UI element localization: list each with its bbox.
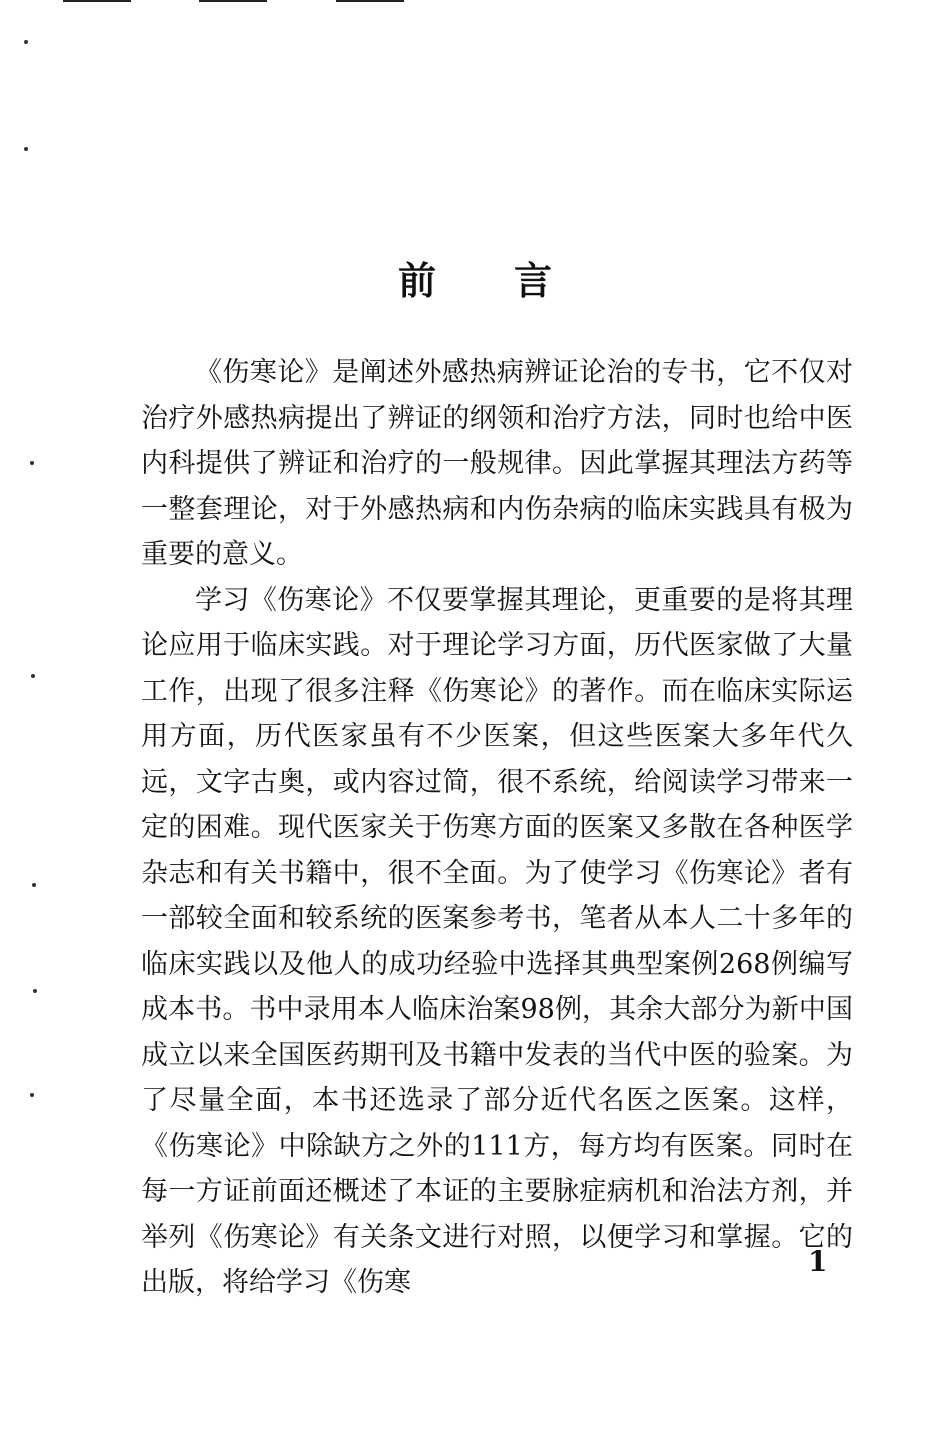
top-rule-1 (63, 0, 131, 2)
margin-mark (24, 147, 28, 151)
margin-mark (31, 674, 35, 678)
top-rule-3 (336, 0, 404, 2)
page-title (0, 250, 950, 305)
title-char-1: 前 (397, 258, 436, 303)
paragraph-1: 《伤寒论》是阐述外感热病辨证论治的专书，它不仅对治疗外感热病提出了辨证的纲领和治疗方法，同时也给中医内科提供了辨证和治疗的一般规律。因此掌握其理法方药等一整套理论，对于外感热病和内伤杂病的临床实践具有极为重要的意义。 (141, 357, 853, 570)
margin-mark (32, 883, 36, 887)
page-number: 1 (808, 1245, 828, 1278)
margin-mark (33, 989, 37, 993)
margin-mark (30, 1093, 34, 1097)
margin-mark (30, 461, 34, 465)
title-char-2: 言 (514, 258, 553, 303)
margin-mark (24, 40, 28, 44)
top-rule-2 (199, 0, 267, 2)
paragraph-2: 学习《伤寒论》不仅要掌握其理论，更重要的是将其理论应用于临床实践。对于理论学习方面，历代医家做了大量工作，出现了很多注释《伤寒论》的著作。而在临床实际运用方面，历代医家虽有不少医案，但这些医案大多年代久远，文字古奥，或内容过简，很不系统，给阅读学习带来一定的困难。现代医家关于伤寒方面的医案又多散在各种医学杂志和有关书籍中，很不全面。为了使学习《伤寒论》者有一部较全面和较系统的医案参考书，笔者从本人二十多年的临床实践以及他人的成功经验中选择其典型案例268例编写成本书。书中录用本人临床治案98例，其余大部分为新中国成立以来全国医药期刊及书籍中发表的当代中医的验案。为了尽量全面，本书还选录了部分近代名医之医案。这样，《伤寒论》中除缺方之外的111方，每方均有医案。同时在每一方证前面还概述了本证的主要脉症病机和治法方剂，并举列《伤寒论》有关条文进行对照，以便学习和掌握。它的出版，将给学习《伤寒 (141, 584, 853, 1298)
preface-body (141, 350, 853, 1306)
